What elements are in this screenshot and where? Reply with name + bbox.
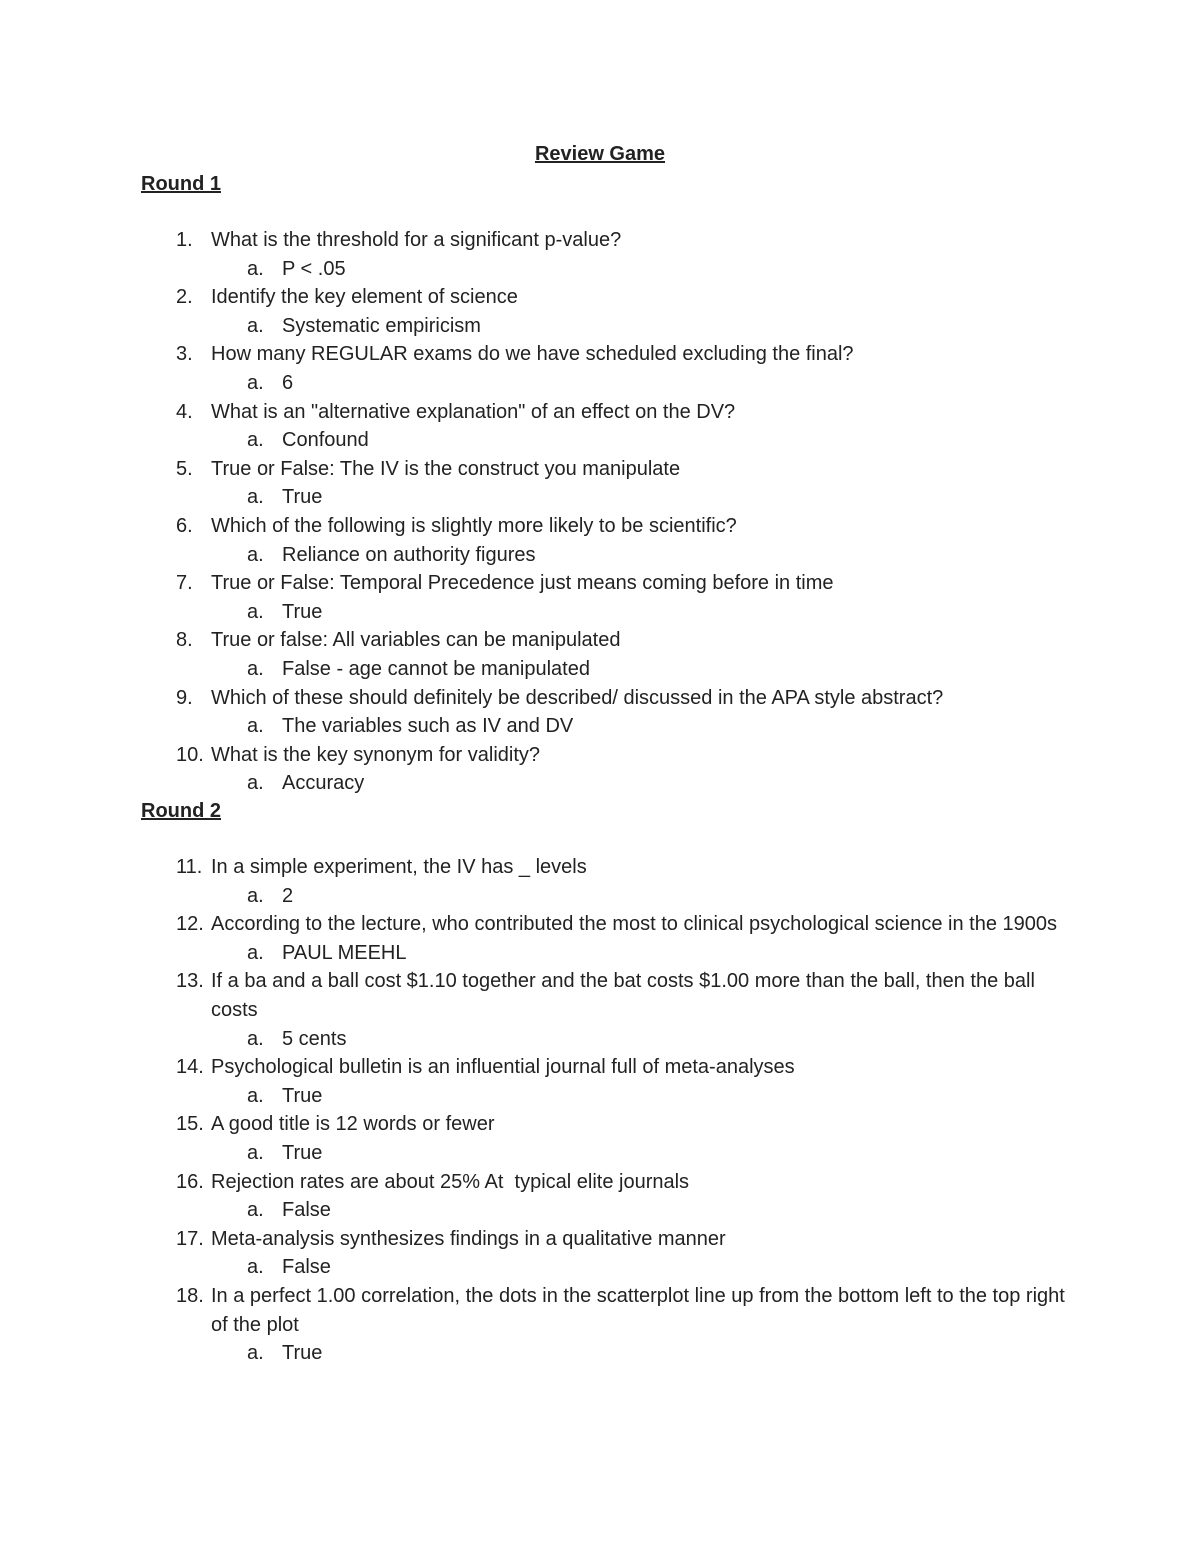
question [0, 626, 1200, 655]
question-text: Identify the key element of science [211, 286, 518, 309]
question-number: 16. [176, 1170, 204, 1193]
question [0, 340, 1200, 369]
answer-text: False - age cannot be manipulated [282, 657, 590, 680]
answer-text: PAUL MEEHL [282, 941, 407, 964]
question-item-18 [0, 1282, 1200, 1368]
question-item-12 [0, 910, 1200, 967]
question-text: What is an "alternative explanation" of an effect on the DV? [211, 400, 736, 423]
answer [0, 598, 1200, 627]
answer-text: 2 [282, 884, 294, 907]
question [0, 684, 1200, 713]
question-item-5 [0, 455, 1200, 512]
question-item-9 [0, 684, 1200, 741]
question-number: 2. [176, 286, 193, 309]
question [0, 398, 1200, 427]
answer [0, 769, 1200, 798]
answer-letter: a. [247, 543, 264, 566]
answer [0, 255, 1200, 284]
answer [0, 483, 1200, 512]
question-number: 10. [176, 743, 204, 766]
answer-letter: a. [247, 1141, 264, 1164]
answer-letter: a. [247, 715, 264, 738]
answer-letter: a. [247, 486, 264, 509]
question-text: What is the key synonym for validity? [211, 743, 541, 766]
question-text: True or false: All variables can be manipulated [211, 629, 621, 652]
answer [0, 939, 1200, 968]
question-text: According to the lecture, who contributed the most to clinical psychological science in the 1900s [211, 913, 1058, 936]
question-text: If a ba and a ball cost $1.10 together and the bat costs $1.00 more than the ball, then the ball costs [211, 970, 1035, 1021]
document-title: Review Game [534, 143, 666, 165]
answer-text: Reliance on authority figures [282, 543, 536, 566]
answer-text: Accuracy [282, 772, 365, 795]
question-number: 6. [176, 514, 193, 537]
question [0, 283, 1200, 312]
answer [0, 655, 1200, 684]
answer [0, 1025, 1200, 1054]
round-1-question-list [0, 226, 1200, 798]
question-number: 12. [176, 913, 204, 936]
answer [0, 1139, 1200, 1168]
question [0, 1168, 1200, 1197]
answer-text: True [282, 1342, 323, 1365]
question-number: 8. [176, 629, 193, 652]
answer-text: True [282, 1084, 323, 1107]
question [0, 512, 1200, 541]
question-number: 18. [176, 1284, 204, 1307]
question-text: True or False: The IV is the construct you manipulate [211, 457, 681, 480]
answer-text: True [282, 600, 323, 623]
answer-text: Confound [282, 429, 369, 452]
answer [0, 426, 1200, 455]
question-number: 7. [176, 572, 193, 595]
question-item-7 [0, 569, 1200, 626]
question-number: 9. [176, 686, 193, 709]
question-text: In a simple experiment, the IV has _ levels [211, 856, 587, 878]
question-item-6 [0, 512, 1200, 569]
answer [0, 369, 1200, 398]
answer [0, 712, 1200, 741]
answer-text: Systematic empiricism [282, 314, 481, 337]
answer [0, 1082, 1200, 1111]
answer-letter: a. [247, 884, 264, 907]
question-number: 3. [176, 343, 193, 366]
question-item-15 [0, 1110, 1200, 1167]
question-number: 11. [176, 856, 203, 878]
answer [0, 1339, 1200, 1368]
answer-letter: a. [247, 600, 264, 623]
question-item-2 [0, 283, 1200, 340]
question [0, 569, 1200, 598]
answer-text: 6 [282, 371, 294, 394]
question-item-1 [0, 226, 1200, 283]
question-number: 17. [176, 1227, 204, 1250]
question-item-11 [0, 853, 1200, 910]
answer-letter: a. [247, 314, 264, 337]
question-text: Meta-analysis synthesizes findings in a qualitative manner [211, 1227, 726, 1250]
question [0, 853, 1200, 882]
answer-letter: a. [247, 1199, 264, 1222]
answer-text: P < .05 [282, 257, 346, 280]
question-text: What is the threshold for a significant p-value? [211, 229, 622, 251]
question-text: Which of these should definitely be described/ discussed in the APA style abstract? [211, 686, 944, 709]
question-text: A good title is 12 words or fewer [211, 1113, 495, 1136]
answer-text: 5 cents [282, 1027, 347, 1050]
answer [0, 312, 1200, 341]
question-text: Psychological bulletin is an influential journal full of meta-analyses [211, 1056, 795, 1079]
answer-text: True [282, 486, 323, 509]
answer-letter: a. [247, 1256, 264, 1279]
question [0, 1282, 1200, 1339]
answer [0, 1253, 1200, 1282]
question-item-14 [0, 1053, 1200, 1110]
question-item-4 [0, 398, 1200, 455]
answer-letter: a. [247, 1027, 264, 1050]
question-item-13 [0, 967, 1200, 1053]
question-item-17 [0, 1225, 1200, 1282]
question-item-8 [0, 626, 1200, 683]
question-text: In a perfect 1.00 correlation, the dots in the scatterplot line up from the bottom left to the top right of the plot [211, 1284, 1065, 1336]
answer-letter: a. [247, 772, 264, 795]
question [0, 1225, 1200, 1254]
question-number: 1. [176, 229, 193, 251]
answer-text: False [282, 1256, 331, 1279]
round-2-heading: Round 2 [141, 800, 221, 822]
question [0, 1110, 1200, 1139]
answer [0, 541, 1200, 570]
question-number: 14. [176, 1056, 204, 1079]
answer-text: True [282, 1141, 323, 1164]
question-text: True or False: Temporal Precedence just means coming before in time [211, 572, 834, 595]
question [0, 226, 1200, 255]
question [0, 741, 1200, 770]
answer-letter: a. [247, 1342, 264, 1365]
answer-letter: a. [247, 1084, 264, 1107]
question [0, 1053, 1200, 1082]
answer-letter: a. [247, 429, 264, 452]
question [0, 455, 1200, 484]
question-text: How many REGULAR exams do we have scheduled excluding the final? [211, 343, 854, 366]
question-number: 5. [176, 457, 193, 480]
answer-text: The variables such as IV and DV [282, 715, 574, 738]
question [0, 967, 1200, 1024]
answer-letter: a. [247, 657, 264, 680]
question-number: 4. [176, 400, 193, 423]
question-number: 15. [176, 1113, 204, 1136]
question-item-10 [0, 741, 1200, 798]
round-2-question-list [0, 853, 1200, 1368]
question-number: 13. [176, 970, 204, 993]
question-item-16 [0, 1168, 1200, 1225]
question-item-3 [0, 340, 1200, 397]
answer [0, 882, 1200, 911]
question-text: Rejection rates are about 25% At typical elite journals [211, 1170, 690, 1193]
answer [0, 1196, 1200, 1225]
answer-letter: a. [247, 941, 264, 964]
question-text: Which of the following is slightly more likely to be scientific? [211, 514, 737, 537]
answer-letter: a. [247, 257, 264, 280]
round-1-heading: Round 1 [141, 173, 221, 195]
answer-text: False [282, 1199, 331, 1222]
answer-letter: a. [247, 371, 264, 394]
question [0, 910, 1200, 939]
